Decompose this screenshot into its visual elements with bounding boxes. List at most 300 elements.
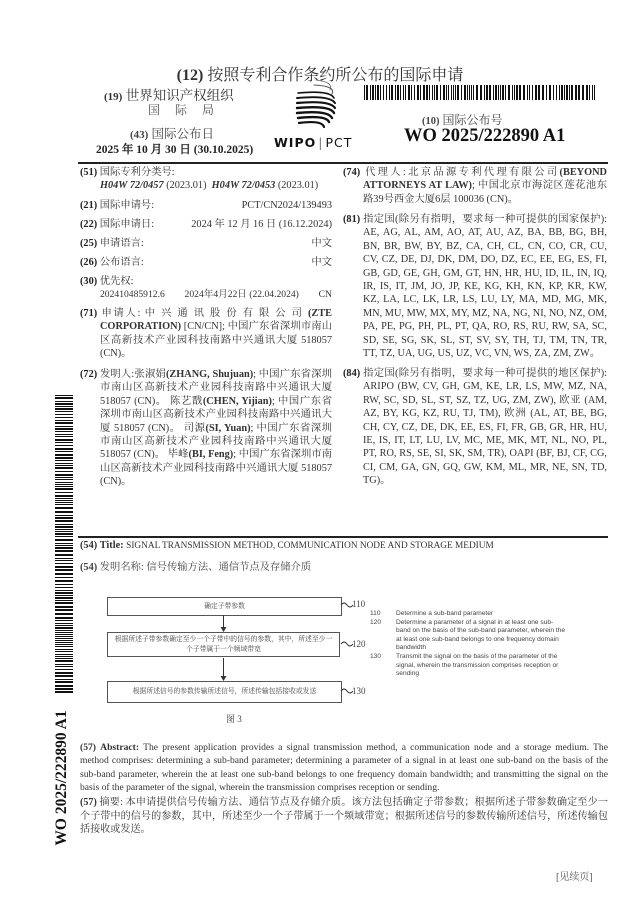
title-cn-label: 发明名称:	[99, 562, 144, 573]
barcode-bar	[586, 85, 588, 100]
step-text: 根据所述信号的参数传输所述信号，所述传输包括接收或发送	[132, 688, 317, 695]
field-label: 国际专利分类号:	[99, 167, 175, 178]
barcode-bar	[55, 533, 73, 535]
inventor-4-address: ; 中国广东省深圳市南山区高新技术产业园科技南路中兴通讯大厦 518057 (CN)。	[100, 449, 333, 488]
title-text: SIGNAL TRANSMISSION METHOD, COMMUNICATION NODE AND STORAGE MEDIUM	[126, 541, 494, 551]
wipo-pct-wordmark	[274, 135, 352, 150]
barcode-bar	[523, 85, 525, 100]
barcode-bar	[55, 558, 73, 559]
step-ref-120: 120	[352, 639, 366, 649]
abstract-cn	[80, 796, 608, 837]
barcode-bar	[542, 85, 544, 100]
barcode-bar	[495, 85, 497, 100]
barcode-bar	[400, 85, 401, 100]
field-code: (51)	[80, 167, 98, 178]
barcode-bar	[55, 669, 73, 670]
barcode-bar	[594, 85, 595, 100]
barcode-bar	[55, 609, 73, 611]
barcode-bar	[561, 85, 563, 100]
barcode-bar	[55, 627, 73, 629]
barcode-bar	[484, 85, 485, 100]
barcode-bar	[397, 85, 399, 100]
legend-ref: 120	[370, 618, 382, 626]
barcode-bar	[571, 85, 573, 100]
barcode-bar	[55, 681, 73, 683]
barcode-bar	[405, 85, 406, 100]
barcode-bar	[529, 85, 530, 100]
field-code: (22)	[80, 219, 98, 230]
field-26-pub-language	[80, 256, 332, 269]
inventor-2-address: ; 中国广东省深圳市南山区高新技术产业园科技南路中兴通讯大厦 518057 (CN)。	[100, 395, 333, 434]
barcode-bar	[467, 85, 468, 100]
barcode-bar	[55, 602, 73, 604]
priority-app-number: 202410485912.6	[100, 289, 165, 301]
barcode-bar	[473, 85, 474, 100]
inventor-1-cn: 张淑娟	[134, 369, 166, 380]
abstract-label: Abstract:	[100, 742, 140, 753]
step-text: 根据所述子带参数确定至少一个子带中的信号的参数，其中，所述至少一个子带属于一个频域带宽	[114, 635, 333, 653]
barcode-bar	[434, 85, 435, 100]
field-label: 优先权:	[99, 276, 134, 287]
barcode-bar	[569, 85, 570, 100]
wordmark-separator: |	[318, 135, 324, 150]
barcode-bar	[55, 517, 73, 519]
pub-number-code: (10)	[422, 116, 440, 127]
barcode-bar	[55, 431, 73, 432]
barcode-bar	[55, 675, 73, 677]
barcode-bar	[55, 477, 73, 478]
barcode-bar	[432, 85, 433, 100]
field-84-regional-states	[343, 367, 607, 488]
legend-item	[370, 619, 566, 653]
barcode-bar	[55, 448, 73, 450]
barcode-bar	[589, 85, 590, 100]
barcode-bar	[512, 85, 513, 100]
pub-date-code: (43)	[130, 129, 149, 141]
barcode-bar	[55, 636, 73, 637]
barcode-bar	[553, 85, 554, 100]
step-text: 确定子带参数	[204, 602, 245, 610]
barcode-bar	[55, 445, 73, 446]
priority-date: 2024年4月22日 (22.04.2024)	[184, 289, 299, 301]
barcode-bar	[55, 515, 73, 516]
header-divider	[78, 162, 608, 164]
wipo-wordmark: WIPO	[274, 135, 317, 150]
field-71-applicant	[80, 307, 332, 361]
barcode-bar	[575, 85, 577, 100]
barcode-bar	[55, 395, 73, 396]
barcode-bar	[55, 465, 73, 466]
barcode-bar	[55, 436, 73, 437]
barcode-bar	[476, 85, 478, 100]
barcode-bar	[55, 502, 73, 503]
barcode-bar	[55, 644, 73, 645]
barcode-bar	[55, 529, 73, 530]
field-21-app-number	[80, 199, 332, 212]
barcode-bar	[461, 85, 462, 100]
barcode-bar	[55, 554, 73, 556]
legend-ref: 110	[370, 610, 381, 617]
side-barcode	[55, 395, 73, 693]
barcode-bar	[55, 463, 73, 464]
barcode-bar	[55, 634, 73, 635]
barcode-bar	[55, 597, 73, 599]
barcode-bar	[55, 666, 73, 667]
field-code: (74)	[343, 167, 361, 178]
inventor-2-en: (CHEN, Yijian)	[202, 395, 272, 407]
barcode-bar	[55, 507, 73, 509]
barcode-bar	[55, 442, 73, 443]
legend-text: Determine a sub-band parameter	[396, 610, 494, 617]
regional-states-list: 指定国(除另有指明，要求每一种可提供的地区保护): ARIPO (BW, CV, GH, GM, KE, LR, LS, MW, MZ, NA, RW, SC, SD, SL, ST, SZ, TZ, UG, ZM, ZW), 欧亚 (AM, AZ, BY, KG, KZ, RU, TJ, TM), 欧洲 (AL, AT, BE, BG, CH, CY, CZ, DE, DK, EE, ES, FI, FR, GB, GR, HR, HU, IE, IS, IT, LT, LU, LV, MC, ME, MK, MT, NL, NO, PL, PT, RO, RS, SE, SI, SK, SM, TR), OAPI (BF, BJ, CF, CG, CI, CM, GA, GN, GQ, GW, KM, ML, MR, NE, SN, TD, TG)。	[363, 368, 608, 487]
barcode-bar	[370, 85, 371, 100]
barcode-bar	[519, 85, 521, 100]
title-cn-code: (54)	[80, 562, 98, 573]
barcode-bar	[436, 85, 438, 100]
field-label: 代理人:	[365, 167, 406, 178]
agent-address: ; 中国北京市海淀区莲花池东路39号西金大厦6层 100036 (CN)。	[363, 180, 607, 205]
barcode-bar	[391, 85, 393, 100]
barcode-bar	[55, 566, 73, 568]
barcode-bar	[408, 85, 410, 100]
field-label: 申请语言:	[99, 238, 144, 249]
barcode-bar	[55, 539, 73, 541]
barcode-bar	[505, 85, 506, 100]
barcode-bar	[55, 560, 73, 561]
field-code: (81)	[343, 214, 361, 225]
barcode-bar	[440, 85, 441, 100]
barcode-bar	[55, 457, 73, 459]
field-72-inventors	[80, 368, 332, 489]
barcode-bar	[55, 397, 73, 399]
org-code: (19)	[104, 91, 123, 103]
barcode-bar	[417, 85, 419, 100]
barcode-bar	[538, 85, 540, 100]
barcode-bar	[55, 411, 73, 412]
barcode-bar	[55, 580, 73, 582]
barcode-bar	[55, 460, 73, 461]
barcode-bar	[55, 550, 73, 552]
barcode-bar	[55, 654, 73, 655]
barcode-bar	[448, 85, 449, 100]
barcode-bar	[500, 85, 501, 100]
org-text: 世界知识产权组织	[125, 88, 234, 103]
barcode-bar	[55, 625, 73, 626]
barcode-bar	[55, 488, 73, 490]
barcode-bar	[55, 638, 73, 639]
barcode-bar	[55, 434, 73, 435]
barcode-bar	[549, 85, 551, 100]
barcode-bar	[489, 85, 491, 100]
barcode-bar	[55, 543, 73, 544]
barcode-bar	[55, 651, 73, 652]
barcode-bar	[516, 85, 518, 100]
barcode-bar	[457, 85, 459, 100]
barcode-bar	[55, 600, 73, 601]
legend-text: Determine a parameter of a signal in at least one sub-band on the basis of the sub-band parameter, wherein the at least one sub-band belongs to one frequency domain bandwidth	[396, 618, 565, 652]
barcode-bar	[559, 85, 560, 100]
barcode-bar	[508, 85, 510, 100]
barcode-bar	[55, 482, 73, 483]
abstract-code: (57)	[80, 742, 96, 753]
figure-legend	[370, 610, 566, 679]
barcode-bar	[55, 617, 73, 619]
barcode-bar	[486, 85, 488, 100]
inventor-3-address: ; 中国广东省深圳市南山区高新技术产业园科技南路中兴通讯大厦 518057 (CN)。	[100, 422, 333, 461]
barcode-bar	[55, 664, 73, 665]
barcode-bar	[55, 630, 73, 631]
barcode-bar	[55, 524, 73, 525]
step-ref-110: 110	[352, 599, 366, 609]
barcode-bar	[592, 85, 593, 100]
barcode-bar	[426, 85, 428, 100]
ipc-class-1: H04W 72/0457	[100, 180, 164, 192]
barcode-bar	[55, 454, 73, 456]
barcode-bar	[464, 85, 466, 100]
flowchart-step-120	[107, 632, 340, 657]
inventor-1-address: ; 中国广东省深圳市南山区高新技术产业园科技南路中兴通讯大厦 518057 (CN)。	[100, 369, 332, 407]
flowchart-step-110	[107, 597, 342, 616]
inventor-4-cn: 毕峰	[167, 449, 189, 461]
barcode-bar	[55, 484, 73, 485]
pct-wordmark: PCT	[325, 135, 353, 150]
title-code: (54)	[80, 540, 98, 551]
priority-country: CN	[318, 289, 332, 301]
invention-title-en	[80, 540, 494, 551]
barcode-bar	[55, 646, 73, 647]
barcode-bar	[420, 85, 421, 100]
barcode-bar	[55, 401, 73, 402]
field-value: 2024 年 12 月 16 日 (16.12.2024)	[191, 219, 332, 230]
barcode-bar	[55, 467, 73, 469]
title-divider	[78, 536, 608, 538]
barcode-bar	[55, 531, 73, 532]
barcode-bar	[372, 85, 374, 100]
barcode-bar	[55, 504, 73, 505]
barcode-bar	[55, 520, 73, 522]
bureau-label: 国 际 局	[148, 103, 221, 117]
field-label: 申请人:	[101, 308, 141, 319]
barcode-bar	[55, 613, 73, 615]
barcode-bar	[527, 85, 528, 100]
legend-text: Transmit the signal on the basis of the parameter of the signal, wherein the transmission comprises reception or sending	[396, 652, 559, 678]
barcode-bar	[380, 85, 381, 100]
inventor-3-en: (SI, Yuan)	[205, 422, 251, 434]
barcode-bar	[55, 672, 73, 674]
barcode-bar	[55, 685, 73, 687]
barcode-bar	[395, 85, 396, 100]
figure-caption: 图 3	[226, 714, 242, 724]
title-label: Title:	[99, 540, 124, 551]
barcode-bar	[502, 85, 504, 100]
barcode-bar	[451, 85, 452, 100]
inventor-1-en: (ZHANG, Shujuan)	[165, 369, 254, 380]
barcode-bar	[55, 403, 73, 405]
applicant-name-cn: 中 兴 通 讯 股 份 有 限 公 司	[144, 308, 304, 319]
barcode-bar	[453, 85, 454, 100]
barcode-bar	[55, 471, 73, 472]
field-25-filing-language	[80, 237, 332, 250]
barcode-bar	[55, 439, 73, 441]
barcode-bar	[55, 595, 73, 596]
barcode-bar	[55, 486, 73, 487]
barcode-bar	[55, 498, 73, 499]
barcode-bar	[55, 592, 73, 594]
barcode-bar	[493, 85, 494, 100]
flowchart-step-130	[107, 681, 342, 703]
barcode-bar	[55, 569, 73, 571]
applicant-name-en: (ZTE CORPORATION)	[100, 308, 333, 333]
barcode-bar	[55, 422, 73, 424]
field-30-priority	[80, 275, 332, 302]
ipc-version-2: (2023.01)	[277, 180, 319, 192]
barcode-bar	[55, 620, 73, 621]
field-74-agent	[343, 166, 607, 206]
barcode-bar	[55, 679, 73, 680]
barcode-bar	[55, 623, 73, 624]
barcode-bar	[55, 587, 73, 588]
pub-number-value: WO 2025/222890 A1	[404, 126, 566, 146]
doc-type-code: (12)	[176, 67, 204, 84]
inventor-4-en: (BI, Feng)	[188, 449, 234, 461]
legend-ref: 130	[370, 652, 382, 660]
step-ref-130: 130	[352, 686, 366, 696]
ipc-version-1: (2023.01)	[166, 180, 207, 192]
barcode-bar	[375, 85, 376, 100]
agent-name-en: (BEYOND ATTORNEYS AT LAW)	[363, 167, 607, 192]
barcode-bar	[55, 545, 73, 546]
barcode-bar	[514, 85, 515, 100]
continued-notice: [见续页]	[556, 872, 593, 883]
field-label: 发明人:	[99, 369, 135, 380]
barcode-bar	[556, 85, 557, 100]
field-label: 国际申请日:	[99, 219, 155, 230]
legend-item	[370, 610, 566, 619]
field-code: (26)	[80, 257, 98, 268]
barcode-bar	[377, 85, 379, 100]
field-22-app-date	[80, 218, 332, 231]
barcode-bar	[429, 85, 430, 100]
barcode-bar	[55, 492, 73, 493]
barcode-bar	[566, 85, 568, 100]
pub-date-label-text: 国际公布日	[151, 127, 214, 141]
wipo-logo-icon	[286, 76, 356, 132]
barcode-bar	[55, 408, 73, 410]
barcode-bar	[55, 414, 73, 415]
barcode-bar	[55, 640, 73, 641]
barcode-bar	[55, 658, 73, 659]
barcode-bar	[389, 85, 390, 100]
barcode-bar	[55, 563, 73, 564]
side-publication-number: WO 2025/222890 A1	[53, 710, 70, 846]
barcode-bar	[55, 642, 73, 643]
barcode-bar	[498, 85, 499, 100]
barcode-bar	[578, 85, 580, 100]
barcode-bar	[55, 536, 73, 537]
barcode-bar	[55, 451, 73, 452]
field-code: (84)	[343, 368, 361, 379]
field-value: PCT/CN2024/139493	[241, 200, 332, 211]
doc-type-text: 按照专利合作条约所公布的国际申请	[207, 67, 464, 84]
field-label: 公布语言:	[99, 257, 144, 268]
legend-item	[370, 653, 566, 679]
ipc-class-2: H04W 72/0453	[211, 180, 276, 192]
applicant-address: [CN/CN]; 中国广东省深圳市南山区高新技术产业园科技南路中兴通讯大厦 518057 (CN)。	[100, 321, 333, 360]
agent-name-cn: 北京品源专利代理有限公司	[405, 167, 560, 178]
inventor-3-cn: 司源	[183, 422, 206, 434]
barcode-bar	[446, 85, 447, 100]
barcode-bar	[55, 577, 73, 578]
title-cn-text: 信号传输方法、通信节点及存储介质	[146, 562, 312, 573]
pub-number-label-text: 国际公布号	[442, 113, 503, 127]
barcode-bar	[55, 428, 73, 430]
designated-states-list: 指定国(除另有指明，要求每一种可提供的国家保护): AE, AG, AL, AM, AO, AT, AU, AZ, BA, BB, BG, BH, BN, BR, BW, BY, BZ, CA, CH, CL, CN, CO, CR, CU, CV, CZ, DE, DJ, DK, DM, DO, DZ, EC, EE, EG, ES, FI, GB, GD, GE, GH, GM, GT, HN, HR, HU, ID, IL, IN, IQ, IR, IS, IT, JM, JO, JP, KE, KG, KH, KN, KP, KR, KW, KZ, LA, LC, LK, LR, LS, LU, LY, MA, MD, MG, MK, MN, MU, MW, MX, MY, MZ, NA, NG, NI, NO, NZ, OM, PA, PE, PG, PH, PL, PT, QA, RO, RS, RU, RW, SA, SC, SD, SE, SG, SK, SL, ST, SV, SY, TH, TJ, TM, TN, TR, TT, TZ, UA, UG, US, UZ, VC, VN, WS, ZA, ZM, ZW。	[363, 214, 608, 360]
field-51-ipc	[80, 166, 332, 193]
barcode-bar	[423, 85, 425, 100]
barcode-bar	[55, 632, 73, 633]
barcode-bar	[55, 500, 73, 501]
barcode-bar	[443, 85, 445, 100]
barcode-bar	[55, 590, 73, 591]
field-code: (25)	[80, 238, 98, 249]
barcode-bar	[55, 584, 73, 585]
barcode-bar	[383, 85, 384, 100]
publication-barcode	[364, 85, 596, 100]
barcode-bar	[471, 85, 472, 100]
barcode-bar	[55, 420, 73, 421]
barcode-bar	[55, 573, 73, 575]
abstract-text: The present application provides a signal transmission method, a communication node and a storage medium. The method comprises: determining a sub-band parameter; determining a parameter of a signal in at least one sub-band on the basis of the sub-band parameter, wherein the at least one sub-band belongs to one frequency domain bandwidth; and transmitting the signal on the basis of the parameter of the signal, wherein the transmission comprises reception or sending.	[80, 742, 608, 793]
barcode-bar	[366, 85, 368, 100]
barcode-bar	[55, 606, 73, 608]
barcode-bar	[582, 85, 584, 100]
barcode-bar	[455, 85, 456, 100]
barcode-bar	[364, 85, 365, 100]
barcode-bar	[55, 474, 73, 476]
barcode-bar	[386, 85, 387, 100]
barcode-bar	[469, 85, 470, 100]
field-value: 中文	[311, 238, 332, 249]
barcode-bar	[403, 85, 404, 100]
field-code: (21)	[80, 200, 98, 211]
inventor-2-cn: 陈艺戬	[170, 395, 203, 407]
barcode-bar	[411, 85, 412, 100]
abstract-en	[80, 741, 608, 794]
field-value: 中文	[311, 257, 332, 268]
field-label: 国际申请号:	[99, 200, 155, 211]
barcode-bar	[55, 426, 73, 427]
barcode-bar	[564, 85, 565, 100]
pub-date-label	[130, 124, 214, 142]
barcode-bar	[55, 479, 73, 480]
field-code: (71)	[80, 308, 98, 319]
invention-title-cn	[80, 558, 311, 573]
barcode-bar	[55, 688, 73, 690]
barcode-bar	[55, 649, 73, 650]
abstract-cn-code: (57)	[80, 797, 97, 808]
barcode-bar	[55, 406, 73, 407]
field-81-designated-states	[343, 213, 607, 360]
barcode-bar	[55, 660, 73, 662]
abstract-cn-label: 摘要:	[99, 797, 123, 808]
barcode-bar	[55, 417, 73, 418]
barcode-bar	[532, 85, 533, 100]
abstract-cn-text: 本申请提供信号传输方法、通信节点及存储介质。该方法包括确定子带参数；根据所述子带参数确定至少一个子带中的信号的参数，其中，所述至少一个子带属于一个频域带宽；根据所述信号的参数传输所述信号，所述传输包括接收或发送。	[80, 797, 608, 835]
barcode-bar	[480, 85, 482, 100]
barcode-bar	[546, 85, 547, 100]
barcode-bar	[55, 511, 73, 513]
field-code: (72)	[80, 369, 98, 380]
